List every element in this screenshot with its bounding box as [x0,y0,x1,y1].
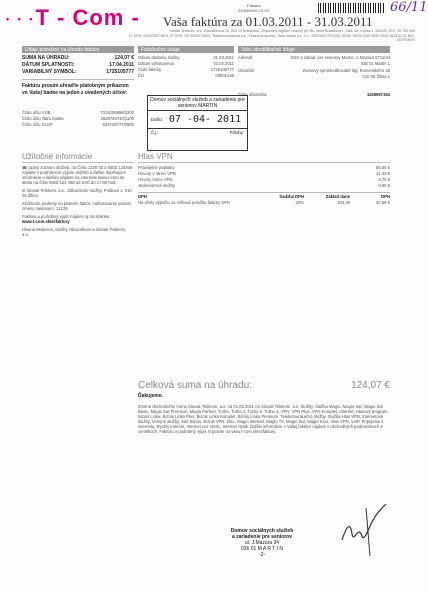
barcode [318,3,384,13]
thanks-text: Ďakujeme. [138,393,164,399]
invoice-box [138,46,234,79]
total-label: Celková suma na úhradu: [138,380,252,391]
info-link[interactable]: www.t-com.sk/ezfaktury [22,219,70,224]
total-section [138,380,390,439]
handwritten-number: 66/11 [390,0,428,15]
tax-header: DPH Sadzba DPH Základ dane DPH [138,194,390,199]
payment-note: Faktúru prosím uhraďte platobným príkazom vo Vašej banke na jeden z uvedených účtov: [22,83,129,96]
invoice-row: Dátum dodania služby 31.03.2011 [138,55,234,60]
info-item: Hlavná Moderná, Služby zákazníkom a Slovak Telekom, a.s. [22,227,127,237]
payment-row-amount: SUMA NA ÚHRADU: 124,07 € [22,55,134,61]
payment-box [22,46,134,128]
fine-print: Zmena obchodného mena Slovak Telekom, a.s. od 01.03.2011 na Slovak Telekom, a.s. Služby, Služba Magio, Magio Sat, Magio Sat Basic, Magio Sat Premium, Magio Partner, Turbo, Turbo 2, Turbo 3, Turbo 4, VPN, VPN Plus, VPN Komplet, Internet, Hlasový program, Biznis Linka, Biznis Linka Plus, Biznis Linka Komplet, Biznis Linka Premium. Telekomunikačné služby, Služba Hlas VPN, Internetové služby, Verejné služby, Sieť Biznis, Biznis VPN. DSL, Magio Internet, Magio TV, Magio Sat, Magio Kino, Hlas VPN, VoIP. Pripojenie k internetu, Rýchly internet, Internet cez ADSL, Internet Optik. Ďalšie informácie o Vašej faktúre nájdete v obchodných podmienkach a cenníkoch. Faktúru a podrobný výpis si pozrite na www.t-com.sk/ezfaktury. [138,404,389,434]
info-heading: Užitočné informácie [22,152,93,161]
voice-row: Hovory v rámci VPN 41,33 € [138,171,390,176]
total-value: 124,07 € [351,380,390,391]
payment-row-due: DÁTUM SPLATNOSTI: 17.04.2011 [22,62,134,68]
identity-box [238,46,390,98]
received-stamp: Domov sociálnych služieb a zariadenie pre seniorov MARTIN Došlo: 07 -04- 2011 Č.j.: Prílohy: [147,95,248,151]
payment-header: Údaje potrebné na úhradu faktúry [22,46,134,53]
t-com-logo: • • •T - Com - [6,5,140,30]
identity-header: Vaše identifikačné údaje [238,46,390,53]
company-info: Slovak Telekom, a.s., Karadžičova 10, 825 13 Bratislava, Obchodný register vedený pri Okr. súde Bratislava I., odd. Sa, vložka č. 2081/B, IČO: 35 763 469 IČ DPH: SK2020273893, IČ DPH: SK 2020273893, Telekomunikačná a.s., Finančná správa, Tatra banka a.s. č.ú.: 2628150170/1100, IBAN: SK39 1100 0000 0026 2815 0170, BIC: TATRSKBX [129,29,415,42]
invoice-title: Vaša faktúra za 01.03.2011 - 31.03.2011 [163,14,373,29]
divider [138,192,390,193]
account-row: Číslo účtu SLSP 633738777/0900 [22,122,134,127]
info-item: Sťažnosti, podnety na platenie faktúr, nahlasovanie porúch, zmeny nastavení: 12129 [22,201,133,211]
voice-row: Jednorazové služby 0,90 € [138,183,390,188]
info-item: Faktúru a podrobný výpis nájdete aj na stránke: [22,214,111,219]
voice-row: Hovory mimo VPN 4,70 € [138,177,390,182]
divider [22,79,134,80]
voice-row: Pravidelné poplatky 58,55 € [138,165,390,170]
handwritten-signature [336,500,396,560]
document-code: Faktúra 043969907-01-02 [238,3,270,13]
account-row: Číslo účtu VÚB 7314006858/0200 [22,110,134,115]
voice-heading: Hlas VPN [138,152,173,161]
customer-number-row: Číslo účastníka 1155097194 [238,92,390,97]
holder-row: Účastník Zvonový sprostredkovateľ ktg, Komenského 48 010 08 Žilina 1 [238,68,390,79]
info-item: ☎ Úplný zoznam služieb, na Číslo 1225 02 a 0800 123456 nájdete v podrobnom výpise služieb a ďalšie doplňujúce informácie o faktúre nájdete na internete www.t-com.sk alebo na čísle 0800 123 456 od 8:00 do 17:00 hod. [22,165,133,185]
tax-row: Na účely výpočtu za celkovú položku faktúry DPH 20% 103,39 20,68 € [138,200,390,205]
payment-row-variable: VARIABILNÝ SYMBOL: 1725105777 [22,69,134,75]
invoice-header: Faktúračné údaje [138,46,234,53]
bank-accounts [22,110,134,128]
organization-stamp: Domov sociálnych služieb a zariadenie pre seniorov ul. J.Mazúra 34 036 01 M A R T I N -2- [230,528,294,558]
divider [22,162,134,163]
invoice-row: ČÚ 00601435 [138,73,234,78]
address-row: Adresát DSS a zariad. pre seniorov Martin, J. Mazúra 5711/34 036 01 Martin 1 [238,55,390,66]
account-row: Číslo účtu Tatra banka 2628740740/1100 [22,116,134,121]
invoice-row: Dátum vyhotovenia 03.04.2011 [138,61,234,66]
useful-info [22,152,134,237]
invoice-row: Číslo faktúry 1725105777 [138,67,234,72]
voice-vpn-section [138,152,390,206]
received-date: 07 -04- 2011 [168,114,242,125]
divider [138,162,390,163]
info-item: ✉ Slovak Telekom, a.s., Zákaznícke služby, Poštová 1, 010 08 Žilina [22,188,132,198]
